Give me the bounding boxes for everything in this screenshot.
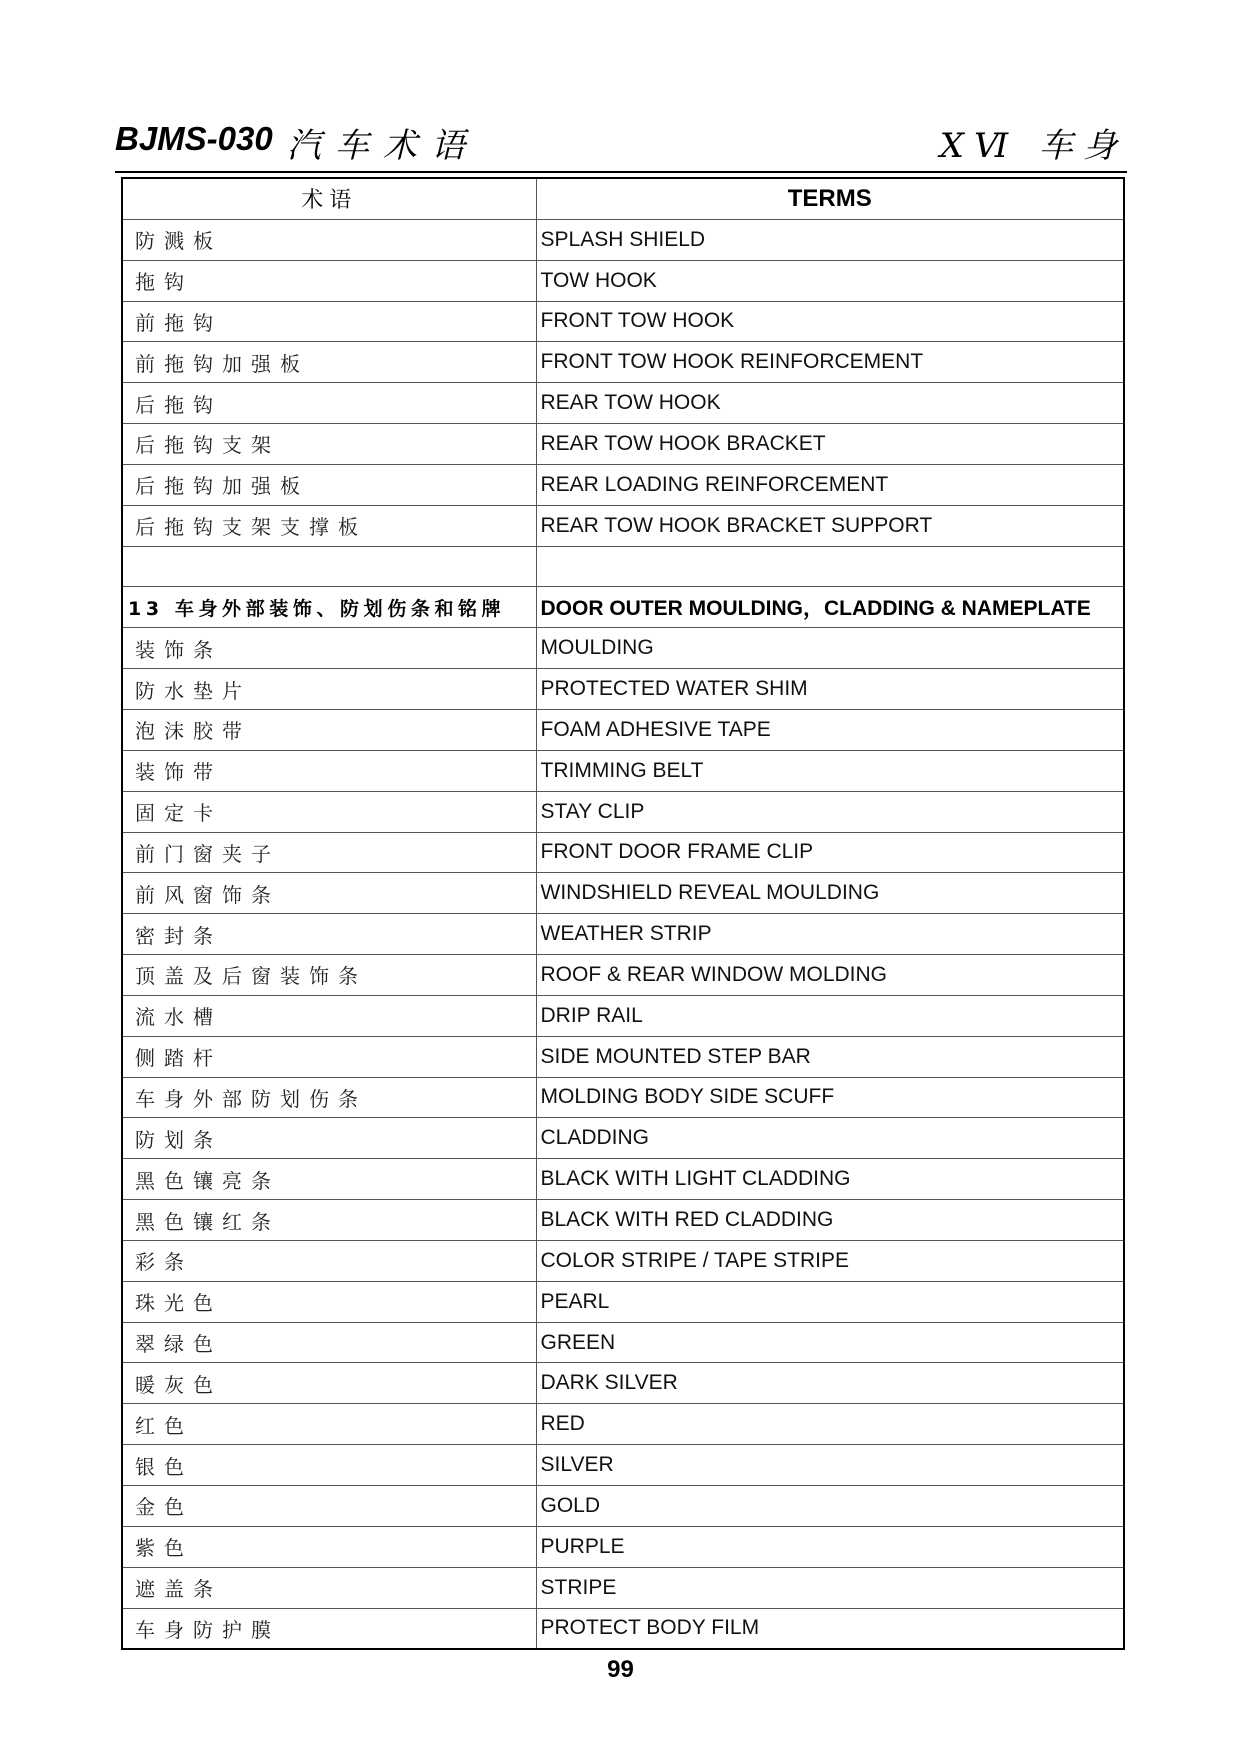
section-title-chinese: 13 车身外部装饰、防划伤条和铭牌 — [122, 587, 536, 628]
term-english: FRONT TOW HOOK REINFORCEMENT — [536, 342, 1124, 383]
term-chinese: 防水垫片 — [122, 669, 536, 710]
term-chinese: 后拖钩加强板 — [122, 464, 536, 505]
table-row — [122, 914, 1124, 955]
term-chinese: 彩条 — [122, 1240, 536, 1281]
table-row — [122, 505, 1124, 546]
table-row — [122, 342, 1124, 383]
term-english: TRIMMING BELT — [536, 750, 1124, 791]
term-chinese: 后拖钩支架支撑板 — [122, 505, 536, 546]
table-row — [122, 1281, 1124, 1322]
page-number: 99 — [607, 1656, 634, 1683]
term-english: REAR TOW HOOK BRACKET — [536, 424, 1124, 465]
section-heading-row — [122, 587, 1124, 628]
table-row — [122, 1404, 1124, 1445]
term-english: PROTECTED WATER SHIM — [536, 669, 1124, 710]
term-english: STRIPE — [536, 1567, 1124, 1608]
table-row — [122, 1608, 1124, 1649]
term-chinese: 黑色镶亮条 — [122, 1159, 536, 1200]
term-chinese: 拖钩 — [122, 260, 536, 301]
term-english: SILVER — [536, 1445, 1124, 1486]
term-english: RED — [536, 1404, 1124, 1445]
term-english: TOW HOOK — [536, 260, 1124, 301]
table-row — [122, 955, 1124, 996]
term-chinese: 车身外部防划伤条 — [122, 1077, 536, 1118]
term-english: GREEN — [536, 1322, 1124, 1363]
term-english: CLADDING — [536, 1118, 1124, 1159]
table-row — [122, 1200, 1124, 1241]
term-english: FRONT TOW HOOK — [536, 301, 1124, 342]
term-english: REAR LOADING REINFORCEMENT — [536, 464, 1124, 505]
term-english — [536, 546, 1124, 587]
term-english: BLACK WITH LIGHT CLADDING — [536, 1159, 1124, 1200]
term-chinese: 侧踏杆 — [122, 1036, 536, 1077]
table-row — [122, 995, 1124, 1036]
term-english: PROTECT BODY FILM — [536, 1608, 1124, 1649]
term-chinese: 珠光色 — [122, 1281, 536, 1322]
terms-table-container — [121, 177, 1123, 1650]
term-chinese: 遮盖条 — [122, 1567, 536, 1608]
term-chinese: 顶盖及后窗装饰条 — [122, 955, 536, 996]
term-chinese: 防划条 — [122, 1118, 536, 1159]
table-row — [122, 424, 1124, 465]
table-row — [122, 1036, 1124, 1077]
table-row — [122, 464, 1124, 505]
table-row — [122, 1322, 1124, 1363]
term-english: GOLD — [536, 1486, 1124, 1527]
term-chinese: 翠绿色 — [122, 1322, 536, 1363]
table-row — [122, 709, 1124, 750]
term-chinese: 装饰带 — [122, 750, 536, 791]
term-english: REAR TOW HOOK — [536, 383, 1124, 424]
table-row — [122, 1363, 1124, 1404]
section-title-english: DOOR OUTER MOULDING，CLADDING & NAMEPLATE — [536, 587, 1124, 628]
page-header — [115, 118, 1127, 168]
table-row — [122, 791, 1124, 832]
chapter-title: XⅥ 车身 — [939, 126, 1127, 166]
header-rule — [115, 171, 1127, 173]
table-row — [122, 1486, 1124, 1527]
table-row — [122, 1240, 1124, 1281]
term-chinese — [122, 546, 536, 587]
table-row — [122, 260, 1124, 301]
table-row — [122, 628, 1124, 669]
column-header-chinese: 术语 — [122, 178, 536, 219]
term-chinese: 车身防护膜 — [122, 1608, 536, 1649]
document-title: 汽车术语 — [287, 126, 479, 166]
table-row — [122, 832, 1124, 873]
term-english: MOLDING BODY SIDE SCUFF — [536, 1077, 1124, 1118]
table-row — [122, 383, 1124, 424]
term-english: DARK SILVER — [536, 1363, 1124, 1404]
term-english: REAR TOW HOOK BRACKET SUPPORT — [536, 505, 1124, 546]
term-chinese: 黑色镶红条 — [122, 1200, 536, 1241]
terms-table — [121, 177, 1125, 1650]
term-chinese: 装饰条 — [122, 628, 536, 669]
table-row — [122, 1567, 1124, 1608]
term-english: MOULDING — [536, 628, 1124, 669]
term-english: BLACK WITH RED CLADDING — [536, 1200, 1124, 1241]
term-chinese: 前拖钩 — [122, 301, 536, 342]
term-english: FRONT DOOR FRAME CLIP — [536, 832, 1124, 873]
term-english: PURPLE — [536, 1526, 1124, 1567]
table-row — [122, 546, 1124, 587]
term-chinese: 防溅板 — [122, 219, 536, 260]
table-row — [122, 669, 1124, 710]
term-chinese: 流水槽 — [122, 995, 536, 1036]
table-row — [122, 219, 1124, 260]
term-chinese: 紫色 — [122, 1526, 536, 1567]
table-row — [122, 301, 1124, 342]
term-chinese: 前拖钩加强板 — [122, 342, 536, 383]
term-chinese: 前风窗饰条 — [122, 873, 536, 914]
term-english: COLOR STRIPE / TAPE STRIPE — [536, 1240, 1124, 1281]
column-header-english: TERMS — [536, 178, 1124, 219]
term-chinese: 暖灰色 — [122, 1363, 536, 1404]
document-code: BJMS-030 — [115, 120, 273, 157]
term-chinese: 金色 — [122, 1486, 536, 1527]
table-row — [122, 750, 1124, 791]
term-chinese: 密封条 — [122, 914, 536, 955]
table-row — [122, 1445, 1124, 1486]
table-header-row — [122, 178, 1124, 219]
table-row — [122, 873, 1124, 914]
term-english: WINDSHIELD REVEAL MOULDING — [536, 873, 1124, 914]
term-english: PEARL — [536, 1281, 1124, 1322]
term-english: STAY CLIP — [536, 791, 1124, 832]
table-row — [122, 1526, 1124, 1567]
term-english: SIDE MOUNTED STEP BAR — [536, 1036, 1124, 1077]
term-english: SPLASH SHIELD — [536, 219, 1124, 260]
term-english: DRIP RAIL — [536, 995, 1124, 1036]
table-row — [122, 1118, 1124, 1159]
table-body — [122, 219, 1124, 1649]
term-chinese: 银色 — [122, 1445, 536, 1486]
term-english: WEATHER STRIP — [536, 914, 1124, 955]
table-row — [122, 1159, 1124, 1200]
term-chinese: 后拖钩 — [122, 383, 536, 424]
term-english: FOAM ADHESIVE TAPE — [536, 709, 1124, 750]
term-chinese: 泡沫胶带 — [122, 709, 536, 750]
term-chinese: 后拖钩支架 — [122, 424, 536, 465]
term-chinese: 前门窗夹子 — [122, 832, 536, 873]
term-chinese: 红色 — [122, 1404, 536, 1445]
table-row — [122, 1077, 1124, 1118]
term-chinese: 固定卡 — [122, 791, 536, 832]
term-english: ROOF & REAR WINDOW MOLDING — [536, 955, 1124, 996]
